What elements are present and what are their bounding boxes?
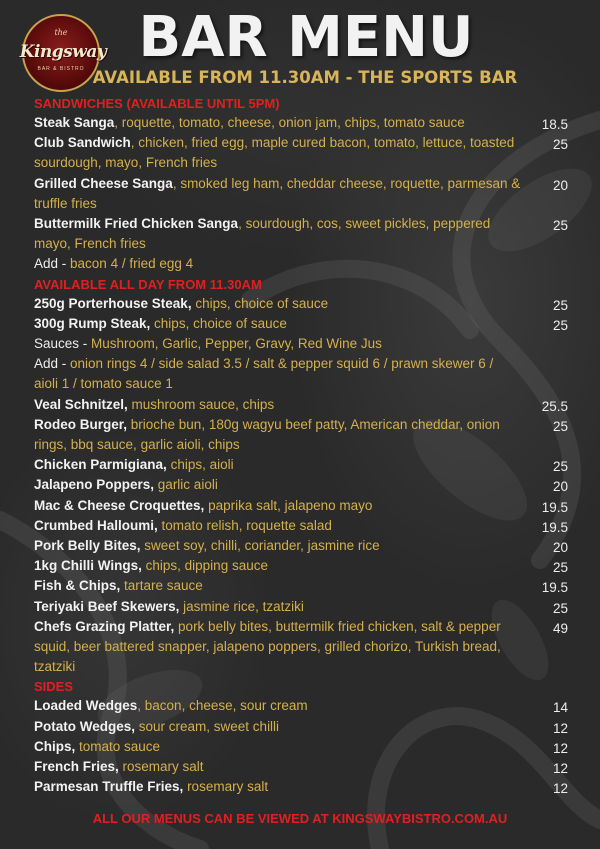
item-price: 19.5 [541,580,568,596]
item-price: 19.5 [541,499,568,515]
item-name: 1kg Chilli Wings, [34,558,142,574]
add-ons-text: onion rings 4 / side salad 3.5 / salt & pepper squid 6 / prawn skewer 6 / aioli 1 / tomato sauce 1 [34,356,494,392]
menu-item [34,455,574,475]
item-price: 25 [552,317,568,333]
item-price: 20 [552,479,568,495]
menu-item [34,757,574,777]
add-ons-line [34,354,574,394]
item-price: 12 [552,781,568,797]
logo-name: Kingsway [19,42,107,62]
item-description: tomato sauce [75,738,161,754]
menu-item [34,113,574,133]
item-description: , sourdough, cos, sweet pickles, peppered mayo, French fries [34,216,491,252]
menu-item [34,496,574,516]
item-name: Potato Wedges, [34,718,136,734]
menu-item [34,314,574,334]
item-price: 25 [552,297,568,313]
section-heading-sandwiches: SANDWICHES (AVAILABLE UNTIL 5PM) [34,96,280,111]
item-name: Parmesan Truffle Fries, [34,779,184,795]
item-name: Buttermilk Fried Chicken Sanga [34,216,239,232]
section-heading-sides: SIDES [34,679,74,695]
item-description: , smoked leg ham, cheddar cheese, roquette, parmesan & truffle fries [34,175,521,211]
item-name: Mac & Cheese Croquettes, [34,497,205,513]
item-price: 25 [552,459,568,475]
item-name: Crumbed Halloumi, [34,517,158,533]
item-name: Jalapeno Poppers, [34,477,155,493]
item-price: 12 [552,720,568,736]
menu-item [34,556,574,576]
item-name: Teriyaki Beef Skewers, [34,598,180,614]
item-description: garlic aioli [154,477,218,493]
item-description: tomato relish, roquette salad [157,517,332,533]
item-price: 25 [552,137,568,153]
item-name: French Fries, [34,759,119,775]
sauces-line [34,334,574,354]
menu-item [34,415,574,455]
menu-item [34,475,574,495]
item-description: rosemary salt [183,779,269,795]
item-price: 19.5 [541,519,568,535]
menu-item [34,737,574,757]
item-description: mushroom sauce, chips [127,396,275,412]
menu-item [34,696,574,716]
item-name: Pork Belly Bites, [34,538,141,554]
menu-list [34,94,574,798]
item-description: rosemary salt [118,759,204,775]
item-price: 25 [552,560,568,576]
item-price: 20 [552,177,568,193]
logo-top-text: the [54,28,68,37]
menu-item [34,536,574,556]
menu-item [34,395,574,415]
item-name: Club Sandwich [34,135,131,151]
item-price: 20 [552,540,568,556]
item-price: 25 [552,600,568,616]
item-name: Grilled Cheese Sanga [34,175,173,191]
menu-item [34,133,574,173]
item-description: , roquette, tomato, cheese, onion jam, chips, tomato sauce [114,115,465,130]
footer-website-note: ALL OUR MENUS CAN BE VIEWED AT KINGSWAYBISTRO.COM.AU [92,811,508,826]
item-name: Veal Schnitzel, [34,396,128,412]
item-description: chips, aioli [166,457,234,473]
item-description: sweet soy, chilli, coriander, jasmine rice [140,538,380,554]
item-name: Fish & Chips, [34,578,121,594]
logo-subtext: BAR & BISTRO [37,66,85,72]
sauces-lead: Sauces - [34,336,92,352]
item-description: brioche bun, 180g wagyu beef patty, American cheddar, onion rings, bbq sauce, garlic aioli, chips [34,416,500,453]
section-heading-all-day: AVAILABLE ALL DAY FROM 11.30AM [34,276,262,292]
menu-item [34,717,574,737]
item-price: 25.5 [541,398,568,414]
item-price: 12 [552,740,568,756]
page-title: BAR MENU [138,5,474,70]
item-name: 300g Rump Steak, [34,315,151,331]
item-name: Chicken Parmigiana, [34,457,167,473]
item-description: sour cream, sweet chilli [135,718,280,734]
add-ons-text: bacon 4 / fried egg 4 [70,256,194,272]
item-description: , bacon, cheese, sour cream [137,698,308,714]
item-name: Loaded Wedges [34,698,138,714]
add-ons-lead: Add - [34,356,71,372]
menu-item [34,174,574,214]
menu-item [34,617,574,678]
item-description: paprika salt, jalapeno mayo [204,497,373,513]
menu-item [34,516,574,536]
menu-item [34,294,574,314]
item-description: pork belly bites, buttermilk fried chicken, salt & pepper squid, beer battered snapper, jalapeno poppers, grilled chorizo, Turkish bread, tzatziki [34,618,501,675]
item-description: jasmine rice, tzatziki [179,598,304,614]
item-name: Rodeo Burger, [34,416,128,432]
item-name: Chefs Grazing Platter, [34,618,175,634]
item-name: Steak Sanga [34,115,115,130]
page-subtitle: AVAILABLE FROM 11.30AM - THE SPORTS BAR [92,68,518,87]
item-description: tartare sauce [120,578,203,594]
menu-item [34,576,574,596]
item-name: Chips, [34,738,76,754]
item-price: 25 [552,218,568,234]
item-price: 12 [552,761,568,777]
item-price: 14 [552,700,568,716]
sauces-text: Mushroom, Garlic, Pepper, Gravy, Red Wine Jus [91,336,382,352]
item-price: 49 [552,620,568,636]
menu-item [34,777,574,797]
item-description: , chicken, fried egg, maple cured bacon, tomato, lettuce, toasted sourdough, mayo, French fries [34,135,515,171]
add-ons-line [34,254,574,274]
menu-item [34,597,574,617]
item-description: chips, choice of sauce [150,315,287,331]
item-description: chips, choice of sauce [191,295,329,311]
item-price: 18.5 [541,117,568,132]
item-price: 25 [552,418,568,434]
item-name: 250g Porterhouse Steak, [34,295,192,311]
add-ons-lead: Add - [34,256,71,272]
menu-item [34,214,574,254]
item-description: chips, dipping sauce [141,558,268,574]
